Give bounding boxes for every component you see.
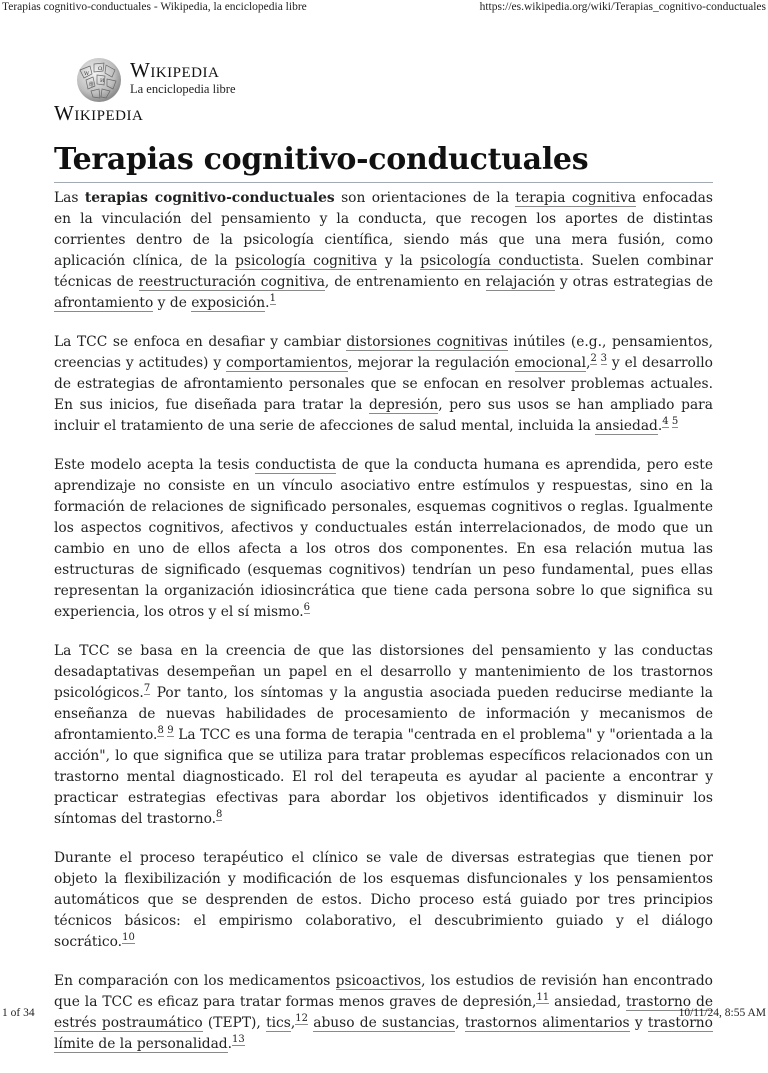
reference-link[interactable]: 11 <box>536 992 550 1004</box>
link-exposicion[interactable]: exposición <box>191 295 266 311</box>
reference-link[interactable]: 12 <box>295 1013 308 1025</box>
wordmark-title: Wikipedia <box>130 58 220 82</box>
reference-link[interactable]: 10 <box>122 932 135 944</box>
reference-link[interactable]: 3 <box>600 353 607 365</box>
wordmark-secondary: Wikipedia <box>54 101 144 125</box>
reference-link[interactable]: 2 <box>590 353 597 365</box>
paragraph-comparison: En comparación con los medicamentos psicoactivos, los estudios de revisión han encontrado que la TCC es eficaz para tratar formas menos graves de depresión,$^{11}$ ansiedad, trastorno de estrés postraumático (TEPT), tics,$^{12}$ abuso de sustancias, trastornos alimentarios y trastorno límite de la personalidad.$^{13}$ <box>54 973 713 1052</box>
wordmark-tagline: La enciclopedia libre <box>130 82 236 96</box>
svg-text:Ω: Ω <box>98 66 103 72</box>
link-psicoactivos[interactable]: psicoactivos <box>335 973 422 989</box>
paragraph-intro: Las terapias cognitivo-conductuales son orientaciones de la terapia cognitiva enfocadas en la vinculación del pensamiento y la conducta, que recogen los aportes de distintas corrientes dentro de la psicología científica, siendo más que una mera fusión, como aplicación clínica, de la psicología cognitiva y la psicología conductista. Suelen combinar técnicas de reestructuración cognitiva, de entrenamiento en relajación y otras estrategias de afrontamiento y de exposición.$^1$ <box>54 190 714 311</box>
link-comportamientos[interactable]: comportamientos <box>226 355 349 371</box>
link-afrontamiento[interactable]: afrontamiento <box>54 295 154 311</box>
link-abuso-sustancias[interactable]: abuso de sustancias <box>313 1015 456 1031</box>
link-depresion[interactable]: depresión <box>368 397 439 413</box>
print-page-title: Terapias cognitivo-conductuales - Wikipedia, la enciclopedia libre <box>2 1 307 13</box>
link-reestructuracion-cognitiva[interactable]: reestructuración cognitiva <box>138 274 325 290</box>
link-ansiedad[interactable]: ansiedad <box>595 418 658 434</box>
svg-text:维: 维 <box>89 82 95 88</box>
reference-link[interactable]: 13 <box>232 1034 245 1046</box>
link-conductista[interactable]: conductista <box>255 457 337 473</box>
title-divider <box>54 182 713 183</box>
print-url: https://es.wikipedia.org/wiki/Terapias_cognitivo-conductuales <box>479 1 766 13</box>
link-tics[interactable]: tics <box>266 1015 291 1031</box>
link-trastornos-alimentarios[interactable]: trastornos alimentarios <box>464 1015 630 1031</box>
svg-text:И: И <box>100 78 105 84</box>
link-emocional[interactable]: emocional <box>514 355 587 371</box>
link-relajacion[interactable]: relajación <box>485 274 556 290</box>
link-psicologia-conductista[interactable]: psicología conductista <box>420 253 580 269</box>
page-count: 1 of 34 <box>2 1007 35 1019</box>
reference-link[interactable]: 8 <box>216 809 223 821</box>
paragraph-process: Durante el proceso terapéutico el clínico se vale de diversas estrategias que tienen por objeto la flexibilización y modificación de los esquemas disfuncionales y los pensamientos automáticos que se desprenden de estos. Dicho proceso está guiado por tres principios técnicos básicos: el empirismo colaborativo, el descubrimiento guiado y el diálogo socrático.$^{10}$ <box>54 850 713 950</box>
article-subject-bold: terapias cognitivo-conductuales <box>84 190 335 206</box>
link-distorsiones-cognitivas[interactable]: distorsiones cognitivas <box>346 334 508 350</box>
link-psicologia-cognitiva[interactable]: psicología cognitiva <box>235 253 378 269</box>
wikipedia-wordmark[interactable] <box>130 58 236 96</box>
print-footer <box>0 1004 768 1024</box>
link-trastorno-limite[interactable]: trastorno límite de la personalidad <box>54 1015 713 1052</box>
link-tept[interactable]: trastorno de estrés postraumático <box>54 994 713 1031</box>
link-terapia-cognitiva[interactable]: terapia cognitiva <box>515 190 636 206</box>
reference-link[interactable]: 4 <box>662 416 669 428</box>
reference-link[interactable]: 8 <box>157 725 164 737</box>
reference-link[interactable]: 7 <box>143 683 151 695</box>
paragraph-model: Este modelo acepta la tesis conductista de que la conducta humana es aprendida, pero este aprendizaje no consiste en un vínculo asociativo entre estímulos y respuestas, sino en la formación de relaciones de significado personales, esquemas cognitivos o reglas. Igualmente los aspectos cognitivos, afectivos y conductuales están interrelacionados, de modo que un cambio en uno de ellos afecta a los otros dos componentes. En esa relación mutua las estructuras de significado (esquemas cognitivos) tendrían un peso fundamental, pues ellas representan la organización idiosincrática que tiene cada persona sobre lo que significa su experiencia, los otros y el sí mismo.$^6$ <box>54 457 713 620</box>
article-title: Terapias cognitivo-conductuales <box>54 142 589 177</box>
paragraph-beliefs: La TCC se basa en la creencia de que las distorsiones del pensamiento y las conductas desadaptativas desempeñan un papel en el desarrollo y mantenimiento de los trastornos psicológicos.$^7$ Por tanto, los síntomas y la angustia asociada pueden reducirse mediante la enseñanza de nuevas habilidades de procesamiento de información y mecanismos de afrontamiento.$^{8 9}$ La TCC es una forma de terapia "centrada en el problema" y "orientada a la acción", lo que significa que se utiliza para tratar problemas específicos relacionados con un trastorno mental diagnosticado. El rol del terapeuta es ayudar al paciente a encontrar y practicar estrategias efectivas para abordar los objetivos identificados y disminuir los síntomas del trastorno.$^8$ <box>54 643 713 827</box>
svg-text:W: W <box>84 71 90 77</box>
article-body <box>54 188 713 1073</box>
wikipedia-globe-logo[interactable] <box>72 56 126 104</box>
reference-link[interactable]: 1 <box>269 293 276 305</box>
print-header <box>0 0 768 18</box>
reference-link[interactable]: 5 <box>671 416 679 428</box>
print-datetime: 10/11/24, 8:55 AM <box>678 1007 766 1019</box>
paragraph-tcc-focus: La TCC se enfoca en desafiar y cambiar distorsiones cognitivas inútiles (e.g., pensamientos, creencias y actitudes) y comportamientos, mejorar la regulación emocional,$^{2 3}$ y el desarrollo de estrategias de afrontamiento personales que se enfocan en resolver problemas actuales. En sus inicios, fue diseñada para tratar la depresión, pero sus usos se han ampliado para incluir el tratamiento de una serie de afecciones de salud mental, incluida la ansiedad.$^{4 5}$ <box>54 334 713 434</box>
reference-link[interactable]: 9 <box>167 725 174 737</box>
reference-link[interactable]: 6 <box>303 602 311 614</box>
